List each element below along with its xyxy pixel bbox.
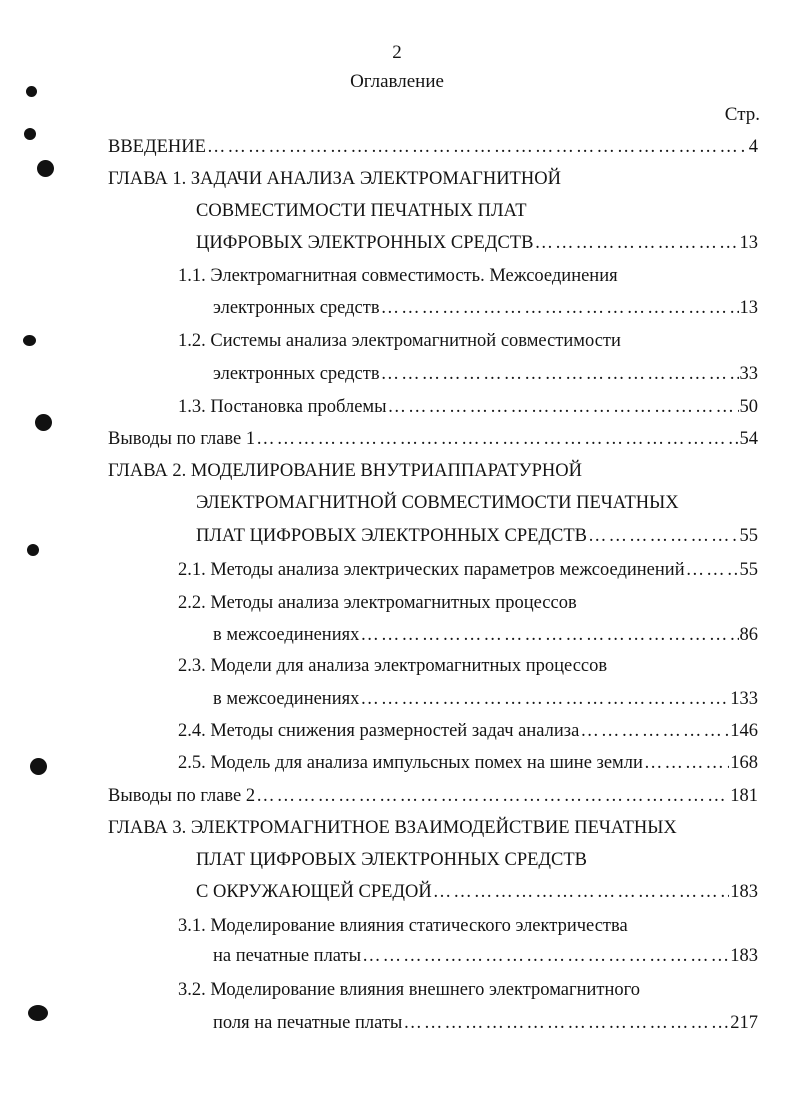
toc-entry-text: электронных средств bbox=[213, 298, 380, 318]
toc-entry[interactable] bbox=[178, 560, 758, 586]
dot-leader bbox=[644, 753, 729, 774]
toc-entry[interactable] bbox=[178, 397, 758, 423]
toc-entry[interactable] bbox=[108, 818, 758, 844]
hole-punch-mark bbox=[30, 758, 47, 775]
toc-entry[interactable] bbox=[108, 137, 758, 163]
toc-entry-text: 2.5. Модель для анализа импульсных помех на шине земли bbox=[178, 753, 643, 773]
toc-entry-page: 4 bbox=[748, 137, 758, 157]
toc-entry-text: Выводы по главе 2 bbox=[108, 786, 256, 806]
toc-entry-text: ПЛАТ ЦИФРОВЫХ ЭЛЕКТРОННЫХ СРЕДСТВ bbox=[196, 526, 588, 546]
hole-punch-mark bbox=[27, 544, 39, 556]
dot-leader bbox=[360, 689, 729, 710]
toc-entry[interactable] bbox=[178, 721, 758, 747]
toc-entry-text: 1.2. Системы анализа электромагнитной совместимости bbox=[178, 331, 621, 351]
toc-entry-text: 2.3. Модели для анализа электромагнитных процессов bbox=[178, 656, 608, 676]
toc-entry[interactable] bbox=[108, 429, 758, 455]
toc-entry-page: 13 bbox=[739, 233, 758, 253]
hole-punch-mark bbox=[28, 1005, 48, 1021]
page-column-label: Стр. bbox=[724, 104, 760, 125]
dot-leader bbox=[388, 397, 739, 418]
toc-entry-text: ГЛАВА 1. ЗАДАЧИ АНАЛИЗА ЭЛЕКТРОМАГНИТНОЙ bbox=[108, 169, 561, 189]
toc-entry-text: поля на печатные платы bbox=[213, 1013, 403, 1033]
toc-entry[interactable] bbox=[178, 331, 758, 357]
dot-leader bbox=[381, 364, 739, 385]
dot-leader bbox=[534, 233, 738, 254]
toc-entry[interactable] bbox=[213, 364, 758, 390]
toc-entry[interactable] bbox=[178, 266, 758, 292]
hole-punch-mark bbox=[26, 86, 37, 97]
toc-entry-text: 1.1. Электромагнитная совместимость. Межсоединения bbox=[178, 266, 618, 286]
toc-entry-text: 1.3. Постановка проблемы bbox=[178, 397, 387, 417]
dot-leader bbox=[580, 721, 729, 742]
toc-entry[interactable] bbox=[196, 493, 758, 519]
toc-entry[interactable] bbox=[196, 882, 758, 908]
toc-entry-page: 54 bbox=[739, 429, 758, 449]
dot-leader bbox=[362, 946, 729, 967]
toc-entry-page: 183 bbox=[730, 882, 758, 902]
toc-entry-page: 33 bbox=[739, 364, 758, 384]
toc-entry-text: ГЛАВА 3. ЭЛЕКТРОМАГНИТНОЕ ВЗАИМОДЕЙСТВИЕ ПЕЧАТНЫХ bbox=[108, 818, 677, 838]
page-number: 2 bbox=[392, 42, 402, 63]
dot-leader bbox=[381, 298, 739, 319]
toc-entry-text: СОВМЕСТИМОСТИ ПЕЧАТНЫХ ПЛАТ bbox=[196, 201, 527, 221]
toc-entry-page: 217 bbox=[730, 1013, 758, 1033]
toc-entry-page: 86 bbox=[739, 625, 758, 645]
toc-entry-text: ПЛАТ ЦИФРОВЫХ ЭЛЕКТРОННЫХ СРЕДСТВ bbox=[196, 850, 588, 870]
toc-entry[interactable] bbox=[213, 689, 758, 715]
toc-entry[interactable] bbox=[178, 916, 758, 942]
toc-entry[interactable] bbox=[196, 850, 758, 876]
toc-entry-page: 13 bbox=[739, 298, 758, 318]
dot-leader bbox=[256, 429, 738, 450]
toc-entry[interactable] bbox=[108, 169, 758, 195]
toc-entry-text: 3.2. Моделирование влияния внешнего электромагнитного bbox=[178, 980, 640, 1000]
hole-punch-mark bbox=[23, 335, 36, 346]
toc-entry[interactable] bbox=[178, 753, 758, 779]
toc-entry[interactable] bbox=[108, 786, 758, 812]
toc-entry[interactable] bbox=[178, 980, 758, 1006]
dot-leader bbox=[686, 560, 739, 581]
dot-leader bbox=[433, 882, 729, 903]
toc-entry-text: 2.1. Методы анализа электрических параметров межсоединений bbox=[178, 560, 685, 580]
hole-punch-mark bbox=[24, 128, 36, 140]
toc-title: Оглавление bbox=[350, 71, 444, 92]
toc-entry[interactable] bbox=[196, 201, 758, 227]
toc-entry[interactable] bbox=[108, 461, 758, 487]
toc-entry-text: электронных средств bbox=[213, 364, 380, 384]
hole-punch-mark bbox=[37, 160, 54, 177]
toc-entry-text: С ОКРУЖАЮЩЕЙ СРЕДОЙ bbox=[196, 882, 432, 902]
toc-entry-text: ГЛАВА 2. МОДЕЛИРОВАНИЕ ВНУТРИАППАРАТУРНОЙ bbox=[108, 461, 583, 481]
hole-punch-mark bbox=[35, 414, 52, 431]
toc-entry-text: ЭЛЕКТРОМАГНИТНОЙ СОВМЕСТИМОСТИ ПЕЧАТНЫХ bbox=[196, 493, 679, 513]
toc-entry[interactable] bbox=[196, 233, 758, 259]
toc-entry[interactable] bbox=[213, 298, 758, 324]
toc-entry-page: 181 bbox=[730, 786, 758, 806]
toc-entry-page: 133 bbox=[730, 689, 758, 709]
toc-entry-text: 2.4. Методы снижения размерностей задач анализа bbox=[178, 721, 580, 741]
toc-entry[interactable] bbox=[213, 625, 758, 651]
toc-entry-text: 3.1. Моделирование влияния статического электричества bbox=[178, 916, 628, 936]
toc-entry-text: ЦИФРОВЫХ ЭЛЕКТРОННЫХ СРЕДСТВ bbox=[196, 233, 534, 253]
toc-entry[interactable] bbox=[178, 656, 758, 682]
toc-entry[interactable] bbox=[213, 946, 758, 972]
dot-leader bbox=[256, 786, 729, 807]
toc-entry-text: ВВЕДЕНИЕ bbox=[108, 137, 206, 157]
toc-entry-text: 2.2. Методы анализа электромагнитных процессов bbox=[178, 593, 577, 613]
toc-entry[interactable] bbox=[213, 1013, 758, 1039]
toc-entry-page: 183 bbox=[730, 946, 758, 966]
toc-entry[interactable] bbox=[178, 593, 758, 619]
toc-entry-text: в межсоединениях bbox=[213, 689, 360, 709]
dot-leader bbox=[360, 625, 738, 646]
toc-entry-text: Выводы по главе 1 bbox=[108, 429, 256, 449]
dot-leader bbox=[207, 137, 748, 158]
toc-entry-page: 168 bbox=[730, 753, 758, 773]
toc-entry-page: 146 bbox=[730, 721, 758, 741]
dot-leader bbox=[403, 1013, 729, 1034]
toc-entry-text: на печатные платы bbox=[213, 946, 362, 966]
dot-leader bbox=[588, 526, 738, 547]
toc-entry-page: 55 bbox=[739, 560, 758, 580]
toc-entry-text: в межсоединениях bbox=[213, 625, 360, 645]
toc-entry[interactable] bbox=[196, 526, 758, 552]
toc-entry-page: 55 bbox=[739, 526, 758, 546]
toc-entry-page: 50 bbox=[739, 397, 758, 417]
